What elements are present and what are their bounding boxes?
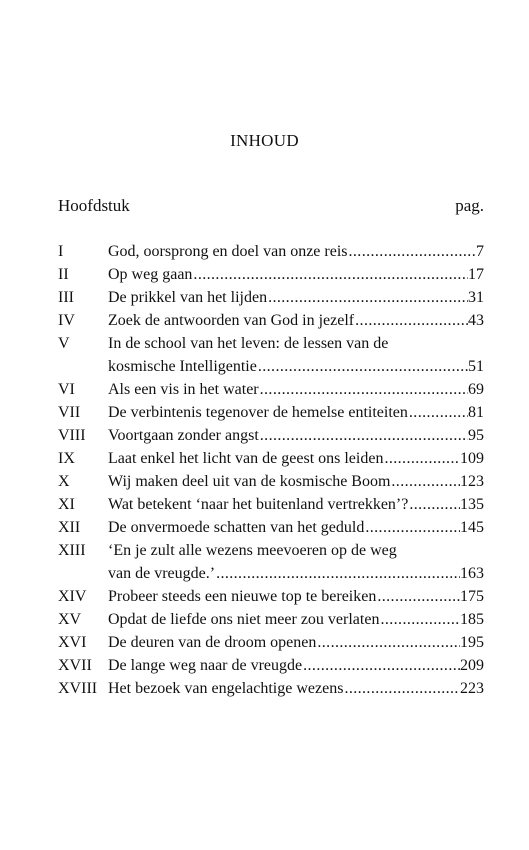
chapter-title-leader-line [108,631,484,654]
chapter-entry-body [108,516,484,539]
chapter-title-leader-line [108,608,484,631]
chapter-entry-body [108,378,484,401]
page-number: 195 [460,634,484,651]
chapter-title: God, oorsprong en doel van onze reis [108,243,348,260]
dot-leader [376,585,460,608]
page-column-label: pag. [455,196,484,215]
page-number: 81 [468,404,484,421]
chapter-number: VIII [58,427,86,444]
chapter-number: V [58,335,70,352]
chapter-title: kosmische Intelligentie [108,358,257,375]
chapter-title: De deuren van de droom openen [108,634,317,651]
chapter-entry-body [108,539,484,585]
toc-entry [58,608,484,631]
chapter-title-leader-line [108,263,484,286]
dot-leader [364,516,460,539]
toc-entry [58,332,484,378]
chapter-column-label: Hoofdstuk [58,196,130,215]
chapter-title: Probeer steeds een nieuwe top te bereiken [108,588,377,605]
chapter-title-leader-line [108,355,484,378]
page-number: 43 [468,312,484,329]
dot-leader [408,493,460,516]
toc-entry [58,493,484,516]
chapter-title: Op weg gaan [108,266,193,283]
chapter-title-leader-line [108,493,484,516]
chapter-title-leader-line [108,585,484,608]
page-number: 163 [460,565,484,582]
chapter-number: IV [58,312,75,329]
toc-entry [58,654,484,677]
page-number: 145 [460,519,484,536]
chapter-number: I [58,243,64,260]
chapter-number: XIV [58,588,87,605]
chapter-number: III [58,289,74,306]
chapter-title-leader-line [108,401,484,424]
dot-leader [259,424,468,447]
toc-entry [58,263,484,286]
page-number: 209 [460,657,484,674]
chapter-entry-body [108,631,484,654]
chapter-entry-body [108,585,484,608]
chapter-entry-body [108,240,484,263]
chapter-title: De lange weg naar de vreugde [108,657,303,674]
toc-entry [58,585,484,608]
toc-header [58,196,484,216]
page-number: 175 [460,588,484,605]
page-number: 31 [468,289,484,306]
page-number: 135 [460,496,484,513]
chapter-title-leader-line [108,309,484,332]
chapter-title: Wat betekent ‘naar het buitenland vertrekken’? [108,496,409,513]
chapter-title: De prikkel van het lijden [108,289,268,306]
chapter-title: De verbintenis tegenover de hemelse entiteiten [108,404,408,421]
chapter-title: Opdat de liefde ons niet meer zou verlaten [108,611,380,628]
chapter-title-leader-line [108,677,484,700]
dot-leader [354,309,468,332]
chapter-number: XII [58,519,81,536]
toc-entry [58,309,484,332]
chapter-entry-body [108,654,484,677]
dot-leader [379,608,460,631]
page-number: 123 [460,473,484,490]
page-number: 69 [468,381,484,398]
dot-leader [316,631,460,654]
chapter-title-leader-line [108,378,484,401]
chapter-title: Als een vis in het water [108,381,259,398]
toc-entry [58,286,484,309]
chapter-title-leader-line [108,562,484,585]
dot-leader [259,378,468,401]
toc-entry [58,401,484,424]
dot-leader [215,562,460,585]
toc-entry [58,378,484,401]
toc-entry [58,677,484,700]
chapter-title: Wij maken deel uit van de kosmische Boom [108,473,391,490]
dot-leader [257,355,468,378]
chapter-entry-body [108,309,484,332]
chapter-entry-body [108,447,484,470]
chapter-number: XIII [58,542,86,559]
dot-leader [267,286,468,309]
chapter-title: Zoek de antwoorden van God in jezelf [108,312,355,329]
dot-leader [343,677,460,700]
chapter-title-leader-line [108,447,484,470]
toc-entry [58,631,484,654]
chapter-title: Laat enkel het licht van de geest ons leiden [108,450,384,467]
toc-entry [58,240,484,263]
chapter-number: XV [58,611,82,628]
dot-leader [348,240,477,263]
chapter-number: XVI [58,634,87,651]
dot-leader [408,401,468,424]
chapter-number: XVIII [58,680,98,697]
chapter-entry-body [108,401,484,424]
chapter-title-leader-line [108,516,484,539]
chapter-entry-body [108,286,484,309]
dot-leader [383,447,460,470]
dot-leader [390,470,460,493]
chapter-entry-body [108,263,484,286]
toc-entry [58,470,484,493]
chapter-number: XI [58,496,75,513]
chapter-title-leader-line [108,286,484,309]
page-number: 51 [468,358,484,375]
chapter-entry-body [108,470,484,493]
chapter-title: van de vreugde.’ [108,565,216,582]
chapter-number: VI [58,381,75,398]
page-number: 17 [468,266,484,283]
chapter-number: XVII [58,657,92,674]
chapter-number: VII [58,404,81,421]
chapter-title-leader-line [108,470,484,493]
toc-entry [58,447,484,470]
dot-leader [302,654,460,677]
page-number: 185 [460,611,484,628]
chapter-entry-body [108,677,484,700]
page-number: 109 [460,450,484,467]
page-number: 223 [460,680,484,697]
chapter-title-leader-line [108,654,484,677]
table-of-contents [58,240,484,700]
chapter-title-line: In de school van het leven: de lessen van de [108,335,389,352]
chapter-number: X [58,473,70,490]
chapter-entry-body [108,424,484,447]
dot-leader [192,263,468,286]
chapter-number: IX [58,450,75,467]
chapter-entry-body [108,493,484,516]
chapter-title: Voortgaan zonder angst [108,427,259,444]
chapter-title-leader-line [108,240,484,263]
chapter-number: II [58,266,69,283]
toc-entry [58,539,484,585]
chapter-title: Het bezoek van engelachtige wezens [108,680,344,697]
page-number: 95 [468,427,484,444]
toc-entry [58,516,484,539]
chapter-title-line: ‘En je zult alle wezens meevoeren op de weg [108,542,397,559]
toc-entry [58,424,484,447]
page-number: 7 [476,243,484,260]
chapter-entry-body [108,608,484,631]
chapter-entry-body [108,332,484,378]
page-title: INHOUD [230,131,299,150]
chapter-title-leader-line [108,424,484,447]
chapter-title: De onvermoede schatten van het geduld [108,519,365,536]
